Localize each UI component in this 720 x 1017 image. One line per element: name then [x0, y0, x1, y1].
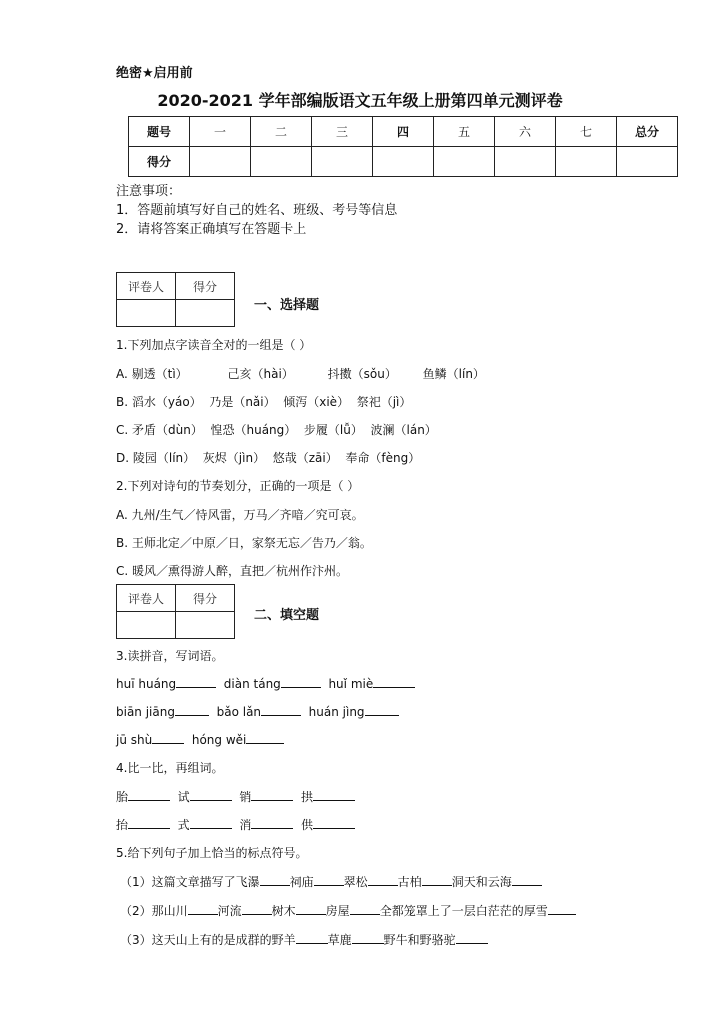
grader-label: 评卷人 — [117, 585, 176, 612]
pinyin-label: jū shù — [116, 733, 153, 747]
answer-blank[interactable] — [313, 816, 355, 829]
score-cell: 三 — [312, 117, 373, 147]
grader-label: 得分 — [176, 273, 235, 300]
score-input-cell[interactable] — [251, 147, 312, 177]
score-table-score-row — [129, 147, 678, 177]
sentence-part: （3）这天山上有的是成群的野羊 — [120, 933, 296, 947]
pinyin-row — [116, 703, 399, 719]
grader-label: 得分 — [176, 585, 235, 612]
option-item: 波澜（lán） — [370, 423, 437, 437]
char-label: 胎 — [116, 790, 129, 804]
answer-blank[interactable] — [152, 731, 184, 744]
char-label: 消 — [239, 818, 252, 832]
section-title: 二、填空题 — [254, 608, 320, 623]
char-label: 式 — [177, 818, 190, 832]
option-row — [116, 365, 485, 382]
pinyin-label: huán jìng — [308, 705, 365, 719]
answer-blank[interactable] — [313, 788, 355, 801]
section-title: 一、选择题 — [254, 298, 320, 313]
score-input-cell[interactable] — [495, 147, 556, 177]
option-item: 步履（lǚ） — [303, 423, 363, 437]
question-stem: 4.比一比，再组词。 — [116, 761, 224, 775]
score-cell: 一 — [190, 117, 251, 147]
char-label: 供 — [300, 818, 313, 832]
grader-table — [116, 272, 235, 327]
sentence-part: 草鹿 — [327, 933, 352, 947]
answer-blank[interactable] — [352, 931, 384, 944]
option-item: 惶恐（huáng） — [210, 423, 297, 437]
grader-input-cell[interactable] — [117, 612, 176, 639]
score-cell: 二 — [251, 117, 312, 147]
question-stem: 5.给下列句子加上恰当的标点符号。 — [116, 846, 308, 860]
option-row: B. 王师北定／中原／日，家祭无忘／告乃／翁。 — [116, 536, 372, 550]
compare-row — [116, 816, 355, 833]
option-row — [116, 421, 437, 438]
pinyin-label: diàn táng — [223, 677, 281, 691]
option-item: D. 陵园（lín） — [116, 451, 196, 465]
notes-item: 2．请将答案正确填写在答题卡上 — [116, 222, 307, 237]
option-item: 己亥（hài） — [227, 367, 294, 381]
option-item: 奉命（fèng） — [345, 451, 421, 465]
answer-blank[interactable] — [175, 703, 209, 716]
pinyin-row — [116, 731, 284, 747]
answer-blank[interactable] — [373, 675, 415, 688]
notes-heading: 注意事项： — [116, 184, 182, 199]
option-row — [116, 393, 411, 410]
score-input-cell[interactable] — [373, 147, 434, 177]
option-row — [116, 449, 420, 466]
answer-blank[interactable] — [188, 902, 218, 915]
score-input-cell[interactable] — [434, 147, 495, 177]
answer-blank[interactable] — [251, 788, 293, 801]
punctuation-sentence — [120, 931, 488, 948]
sentence-part: （1）这篇文章描写了飞瀑 — [120, 875, 260, 889]
sentence-part: 树木 — [271, 904, 296, 918]
answer-blank[interactable] — [260, 873, 290, 886]
option-item: 抖擞（sǒu） — [327, 367, 397, 381]
pinyin-label: biān jiāng — [116, 705, 175, 719]
compare-row — [116, 788, 355, 805]
answer-blank[interactable] — [365, 703, 399, 716]
option-item: A. 剔透（tì） — [116, 367, 188, 381]
score-table — [128, 116, 678, 177]
answer-blank[interactable] — [296, 931, 328, 944]
score-cell: 得分 — [129, 147, 190, 177]
answer-blank[interactable] — [176, 675, 216, 688]
answer-blank[interactable] — [242, 902, 272, 915]
option-item: C. 矛盾（dùn） — [116, 423, 203, 437]
score-input-cell[interactable] — [190, 147, 251, 177]
score-cell: 题号 — [129, 117, 190, 147]
answer-blank[interactable] — [246, 731, 284, 744]
char-label: 抬 — [116, 818, 129, 832]
pinyin-label: huǐ miè — [328, 677, 374, 691]
exam-title: 2020-2021 学年部编版语文五年级上册第四单元测评卷 — [157, 91, 563, 110]
score-cell: 七 — [556, 117, 617, 147]
notes — [116, 182, 397, 239]
grader-input-cell[interactable] — [176, 300, 235, 327]
grader-table — [116, 584, 235, 639]
grader-input-cell[interactable] — [117, 300, 176, 327]
sentence-part: 河流 — [217, 904, 242, 918]
score-input-cell[interactable] — [312, 147, 373, 177]
char-label: 试 — [177, 790, 190, 804]
sentence-part: 野牛和野骆驼 — [383, 933, 456, 947]
question-stem: 1.下列加点字读音全对的一组是（ ） — [116, 338, 312, 352]
score-input-cell[interactable] — [617, 147, 678, 177]
sentence-part: 全都笼罩上了一层白茫茫的厚雪 — [379, 904, 548, 918]
option-item: 灰烬（jìn） — [202, 451, 266, 465]
sentence-part: 祠庙 — [289, 875, 314, 889]
answer-blank[interactable] — [251, 816, 293, 829]
sentence-part: 古柏 — [397, 875, 422, 889]
sentence-part: 翠松 — [343, 875, 368, 889]
answer-blank[interactable] — [128, 788, 170, 801]
answer-blank[interactable] — [190, 788, 232, 801]
score-table-header-row — [129, 117, 678, 147]
pinyin-label: bǎo lǎn — [216, 705, 262, 719]
grader-input-cell[interactable] — [176, 612, 235, 639]
option-row: C. 暖风／熏得游人醉，直把／杭州作汴州。 — [116, 564, 349, 578]
answer-blank[interactable] — [422, 873, 452, 886]
answer-blank[interactable] — [512, 873, 542, 886]
answer-blank[interactable] — [548, 902, 576, 915]
answer-blank[interactable] — [368, 873, 398, 886]
score-cell: 六 — [495, 117, 556, 147]
char-label: 拱 — [300, 790, 313, 804]
answer-blank[interactable] — [296, 902, 326, 915]
answer-blank[interactable] — [261, 703, 301, 716]
answer-blank[interactable] — [190, 816, 232, 829]
option-item: 祭祀（jì） — [356, 395, 412, 409]
sentence-part: （2）那山川 — [120, 904, 188, 918]
question-stem: 2.下列对诗句的节奏划分，正确的一项是（ ） — [116, 479, 360, 493]
answer-blank[interactable] — [456, 931, 488, 944]
sentence-part: 房屋 — [325, 904, 350, 918]
option-item: 乃是（nǎi） — [209, 395, 276, 409]
notes-item: 1．答题前填写好自己的姓名、班级、考号等信息 — [116, 203, 398, 218]
pinyin-label: hóng wěi — [191, 733, 247, 747]
answer-blank[interactable] — [281, 675, 321, 688]
sentence-part: 洞天和云海 — [451, 875, 512, 889]
punctuation-sentence — [120, 902, 576, 919]
confidential-label: 绝密★启用前 — [116, 66, 193, 81]
punctuation-sentence — [120, 873, 542, 890]
option-item: 倾泻（xiè） — [283, 395, 350, 409]
pinyin-label: huī huáng — [116, 677, 177, 691]
option-item: B. 滔水（yáo） — [116, 395, 202, 409]
option-item: 鱼鳞（lín） — [422, 367, 485, 381]
score-cell: 五 — [434, 117, 495, 147]
option-item: 悠哉（zāi） — [272, 451, 338, 465]
grader-label: 评卷人 — [117, 273, 176, 300]
answer-blank[interactable] — [350, 902, 380, 915]
option-row: A. 九州/生气／恃风雷，万马／齐喑／究可哀。 — [116, 508, 364, 522]
score-input-cell[interactable] — [556, 147, 617, 177]
question-stem: 3.读拼音，写词语。 — [116, 649, 224, 663]
answer-blank[interactable] — [314, 873, 344, 886]
pinyin-row — [116, 675, 415, 691]
score-cell: 总分 — [617, 117, 678, 147]
char-label: 销 — [239, 790, 252, 804]
score-cell: 四 — [373, 117, 434, 147]
answer-blank[interactable] — [128, 816, 170, 829]
